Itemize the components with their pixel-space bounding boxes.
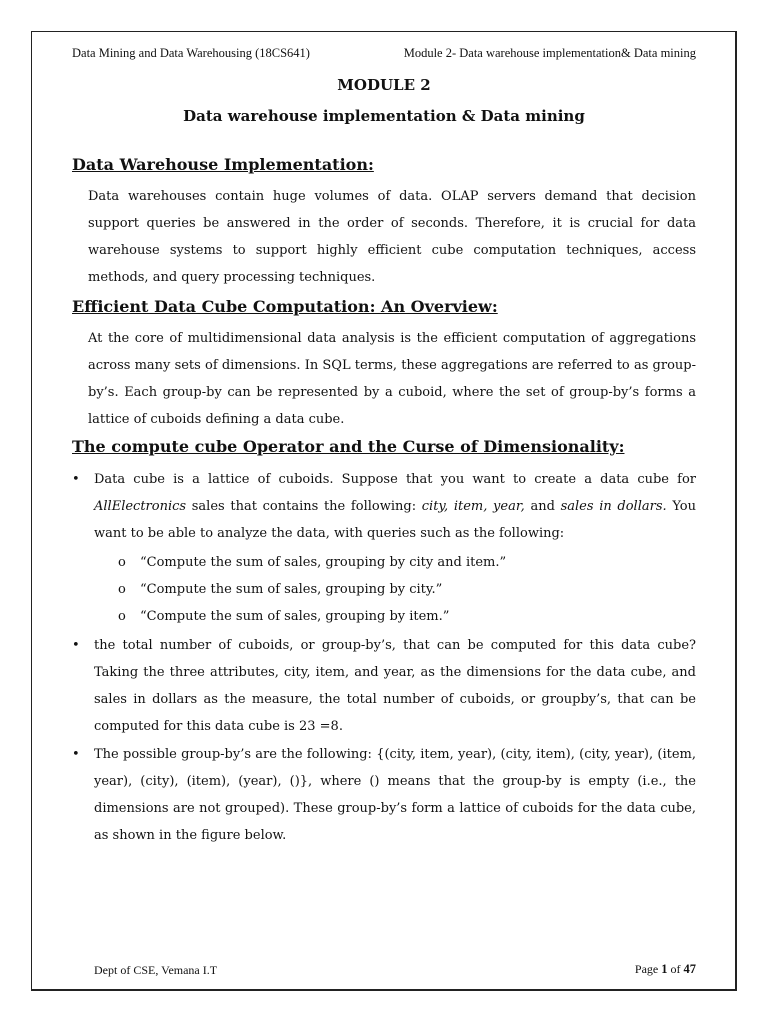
bullet-data-cube (72, 466, 696, 547)
circle-bullet-icon: o (118, 582, 126, 597)
bullet-text: Data cube is a lattice of cuboids. Suppose that you want to create a data cube for AllElectronics sales that contains the following: city, item, year, and sales in dollars. You want to be able to analyze the data, with queries such as the following: (94, 472, 696, 541)
list-item: o “Compute the sum of sales, grouping by item.” (118, 603, 449, 630)
bullet-icon: • (72, 638, 80, 653)
running-header (72, 46, 696, 61)
bullet-total-cuboids (72, 632, 696, 740)
circle-bullet-icon: o (118, 555, 126, 570)
paragraph-cube-computation: At the core of multidimensional data analysis is the efficient computation of aggregations across many sets of dimensions. In SQL terms, these aggregations are referred to as group-by’s. Each group-by can be represented by a cuboid, where the set of group-by’s forms a lattice of cuboids defining a data cube. (88, 331, 696, 427)
footer-page-number: Page 1 of 47 (634, 962, 696, 976)
paragraph-implementation: Data warehouses contain huge volumes of data. OLAP servers demand that decision support queries be answered in the order of seconds. Therefore, it is crucial for data warehouse systems to support highly efficient cube computation techniques, access methods, and query processing techniques. (88, 189, 696, 285)
page-title: MODULE 2 (337, 76, 431, 94)
header-course: Data Mining and Data Warehousing (18CS641) (72, 46, 310, 60)
list-item: o “Compute the sum of sales, grouping by city.” (118, 576, 442, 603)
bullet-group-bys (72, 741, 696, 849)
bullet-text: The possible group-by’s are the following: {(city, item, year), (city, item), (city, year), (item, year), (city), (item), (year), ()}, where () means that the group-by is empty (i.e., the dimensions are not grouped). These group-by’s form a lattice of cuboids for the data cube, as shown in the figure below. (94, 747, 696, 843)
footer-dept: Dept of CSE, Vemana I.T (94, 963, 218, 977)
bullet-icon: • (72, 472, 80, 487)
section-heading-cube-computation: Efficient Data Cube Computation: An Overview: (72, 297, 498, 316)
section-heading-implementation: Data Warehouse Implementation: (72, 155, 374, 174)
bullet-icon: • (72, 747, 80, 762)
header-module: Module 2- Data warehouse implementation& Data mining (403, 46, 696, 60)
circle-bullet-icon: o (118, 609, 126, 624)
bullet-text: the total number of cuboids, or group-by’s, that can be computed for this data cube? Taking the three attributes, city, item, and year, as the dimensions for the data cube, and sales in dollars as the measure, the total number of cuboids, or groupby’s, that can be computed for this data cube is 23 =8. (94, 638, 696, 734)
list-item: o “Compute the sum of sales, grouping by city and item.” (118, 549, 506, 576)
page-subtitle: Data warehouse implementation & Data mining (183, 107, 585, 125)
section-heading-compute-cube: The compute cube Operator and the Curse of Dimensionality: (72, 437, 625, 456)
